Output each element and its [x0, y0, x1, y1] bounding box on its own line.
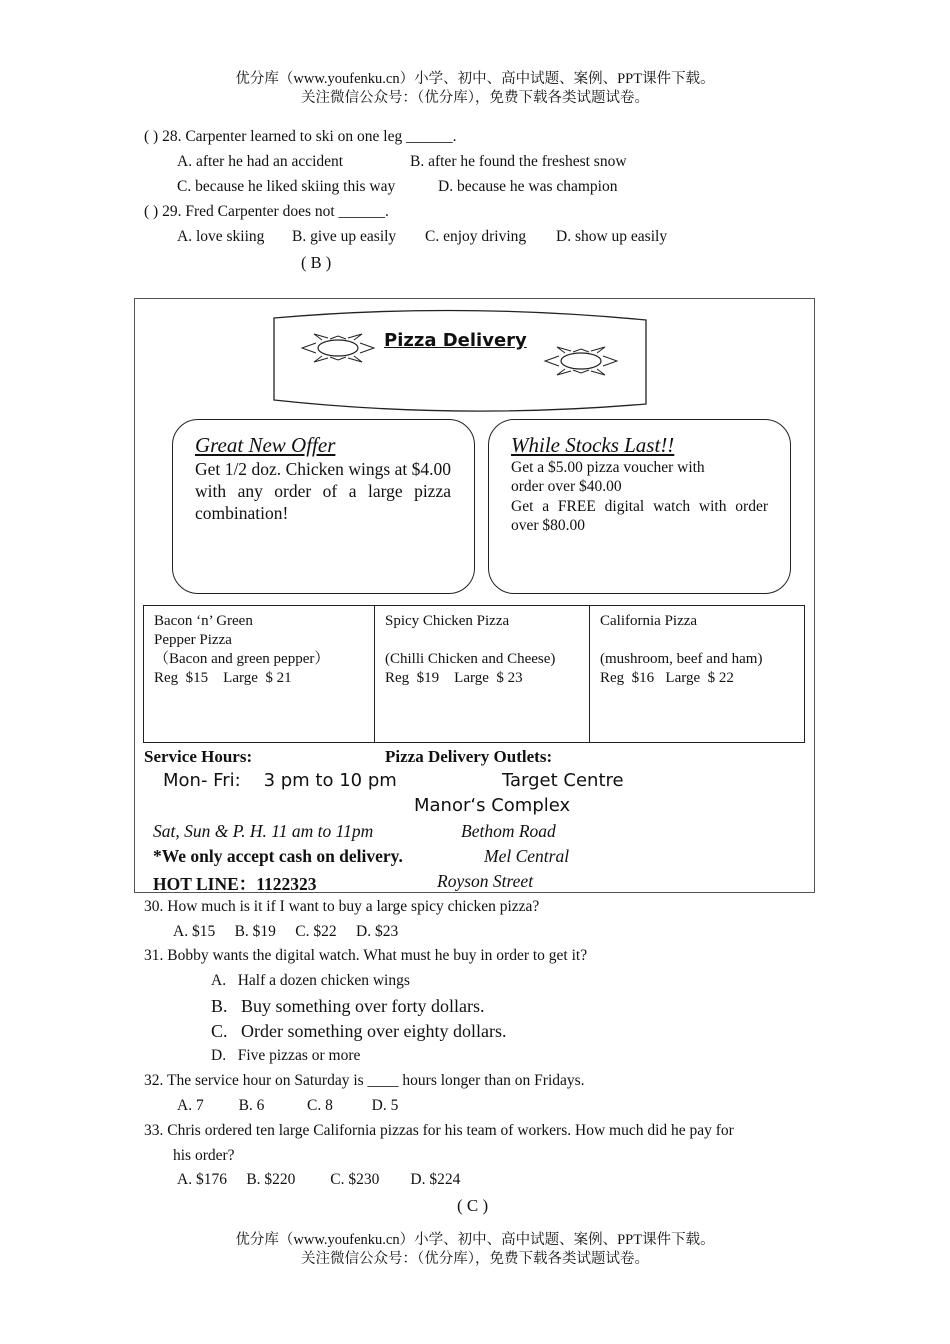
q33-stem-cont: his order? — [173, 1147, 235, 1164]
q29-option-d: D. show up easily — [556, 228, 668, 245]
hotline: HOT LINE：1122323 — [153, 874, 317, 894]
q29-option-c: C. enjoy driving — [425, 228, 527, 245]
weekday-hours: Mon- Fri: 3 pm to 10 pm — [163, 770, 397, 791]
menu-item-price: Reg $19 Large $ 23 — [385, 670, 523, 686]
q28-option-d: D. because he was champion — [438, 178, 618, 195]
q29-stem: ( ) 29. Fred Carpenter does not ______. — [144, 203, 389, 220]
header-line-1: 优分库（www.youfenku.cn）小学、初中、高中试题、案例、PPT课件下载。 — [235, 71, 715, 87]
menu-item-desc: （Bacon and green pepper） — [154, 651, 330, 667]
q31-stem: 31. Bobby wants the digital watch. What must he buy in order to get it? — [144, 947, 588, 964]
offer1-text: Get 1/2 doz. Chicken wings at $4.00 with any order of a large pizza combination! — [195, 459, 451, 523]
q33-options: A. $176 B. $220 C. $230 D. $224 — [177, 1171, 461, 1188]
q30-stem: 30. How much is it if I want to buy a large spicy chicken pizza? — [144, 898, 540, 915]
outlets-label: Pizza Delivery Outlets: — [385, 747, 553, 766]
menu-item-spacer — [600, 631, 794, 650]
menu-item-name: California Pizza — [600, 613, 698, 629]
offer2-line-3: Get a FREE digital watch with order over $80.00 — [511, 498, 768, 534]
offer1-title: Great New Offer — [195, 433, 336, 457]
menu-item-desc: (Chilli Chicken and Cheese) — [385, 651, 556, 667]
offer2-line-1: Get a $5.00 pizza voucher with — [511, 459, 705, 476]
outlet-target-centre: Target Centre — [502, 770, 624, 791]
q28-option-c: C. because he liked skiing this way — [177, 178, 396, 195]
menu-item-name: Bacon ‘n’ Green — [154, 613, 253, 629]
menu-item-name-cont: Pepper Pizza — [154, 632, 232, 648]
menu-item-spicy-chicken — [374, 606, 589, 742]
pizza-banner — [268, 308, 652, 414]
menu-item-spacer — [385, 631, 579, 650]
q33-stem: 33. Chris ordered ten large California pizzas for his team of workers. How much did he pay for — [144, 1122, 734, 1139]
menu-item-name: Spicy Chicken Pizza — [385, 613, 510, 629]
outlet-manors-complex: Manor‘s Complex — [414, 795, 571, 816]
cash-note: *We only accept cash on delivery. — [153, 846, 403, 866]
weekend-hours: Sat, Sun & P. H. 11 am to 11pm — [153, 821, 374, 841]
outlet-bethom-road: Bethom Road — [461, 821, 556, 841]
q28-stem: ( ) 28. Carpenter learned to ski on one leg ______. — [144, 128, 457, 145]
offer2-line-2: order over $40.00 — [511, 478, 622, 495]
offer2-title: While Stocks Last!! — [511, 433, 675, 457]
pizza-menu-table — [143, 605, 805, 743]
q28-option-b: B. after he found the freshest snow — [410, 153, 627, 170]
menu-item-desc: (mushroom, beef and ham) — [600, 651, 763, 667]
menu-item-california — [589, 606, 804, 742]
menu-item-bacon-green-pepper — [144, 606, 374, 742]
header-line-2: 关注微信公众号：（优分库），免费下载各类试题试卷。 — [301, 90, 649, 106]
footer-line-2: 关注微信公众号：（优分库），免费下载各类试题试卷。 — [301, 1251, 649, 1267]
outlet-royson-street: Royson Street — [437, 871, 534, 891]
q31-option-d: D. Five pizzas or more — [211, 1047, 361, 1064]
footer-line-1: 优分库（www.youfenku.cn）小学、初中、高中试题、案例、PPT课件下载。 — [235, 1232, 715, 1248]
menu-item-price: Reg $15 Large $ 21 — [154, 670, 292, 686]
q29-option-a: A. love skiing — [177, 228, 265, 245]
section-b-label: ( B ) — [301, 253, 332, 272]
q28-option-a: A. after he had an accident — [177, 153, 344, 170]
outlet-mel-central: Mel Central — [484, 846, 570, 866]
q31-option-c: C. Order something over eighty dollars. — [211, 1021, 507, 1041]
section-c-label: ( C ) — [457, 1196, 489, 1215]
q30-options: A. $15 B. $19 C. $22 D. $23 — [173, 923, 399, 940]
ad-title: Pizza Delivery — [384, 330, 527, 351]
menu-item-price: Reg $16 Large $ 22 — [600, 670, 734, 686]
q32-options: A. 7 B. 6 C. 8 D. 5 — [177, 1097, 399, 1114]
q32-stem: 32. The service hour on Saturday is ____ hours longer than on Fridays. — [144, 1072, 585, 1089]
q31-option-b: B. Buy something over forty dollars. — [211, 996, 485, 1016]
service-hours-label: Service Hours: — [144, 747, 253, 766]
q31-option-a: A. Half a dozen chicken wings — [211, 972, 410, 989]
q29-option-b: B. give up easily — [292, 228, 397, 245]
